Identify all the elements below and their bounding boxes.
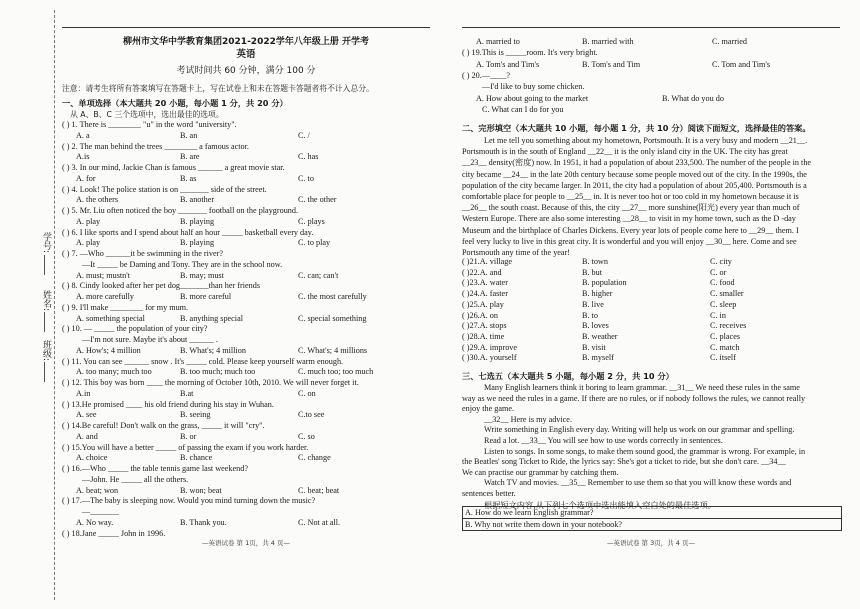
left_lines-option: A. the others [76,195,119,205]
left_lines-option: B. an [180,130,198,140]
right_top-question: ( ) 20.—____? [462,70,510,80]
right_top-option: B. What do you do [662,93,724,103]
left_lines-question: ( ) 10. — _____ the population of your city? [62,324,208,334]
left_lines-question: ( ) 8. Cindy looked after her pet dog_______than her friends [62,281,261,291]
left_lines-option: C. the other [298,195,337,205]
left_lines-question: ( ) 7. —Who ______it be swimming in the river? [62,249,223,258]
left_lines-question: —I'm not sure. Maybe it's about ______ . [82,335,218,344]
cloze-option: B. weather [582,331,618,341]
notice: 注意：请考生将所有答案填写在答题卡上，写在试卷上和未在答题卡答题者将不计入总分。 [62,84,374,93]
right_top-question: —I'd like to buy some chicken. [482,82,585,92]
cloze-option: ( )26.A. on [462,310,498,320]
section1-instruction: 从 A、B、C 三个选项中，选出最佳的选项。 [70,110,224,119]
left_lines-option: A.is [76,152,90,162]
right_top-option: C. Tom and Tim's [712,59,771,69]
left_lines-option: B. are [180,152,200,162]
left_lines-option: A. and [76,431,98,441]
left_lines-option: B. playing [180,216,215,226]
name-line [44,312,45,332]
left_lines-option: A. beat; won [76,485,119,495]
choice-b: B. Why not write them down in your notebook? [462,518,842,531]
cut-line [54,10,55,600]
left_lines-option: A. play [76,216,101,226]
exam-no-line [44,255,45,275]
left_lines-option: C. / [298,130,310,140]
left_lines-option: C. can; can't [298,270,339,280]
left_lines-option: B. anything special [180,313,243,323]
left_lines-option: C.to see [298,410,325,420]
class-line [44,362,45,382]
left_lines-option: B. another [180,195,215,205]
exam-title: 柳州市文华中学教育集团2021-2022学年八年级上册 开学考 [123,37,369,47]
left_lines-question: ( ) 13.He promised ____ his old friend during his stay in Wuhan. [62,399,274,409]
cloze-option: ( )25.A. play [462,299,504,309]
cloze-line: Museum and the birthplace of Charles Dickens. Every year lots of people come here to __29__ them. I [462,225,799,235]
cloze-option: C. receives [710,321,747,331]
left_lines-option: B. too much; much too [180,367,256,377]
cloze-line: Portsmouth any time of the year! [462,248,571,257]
left_lines-option: A. see [76,410,97,420]
exam-no-label: 学号: [41,232,51,254]
right_top-question: ( ) 19.This is _____room. It's very bright. [462,48,598,58]
cloze-line: __26__ the south coast. Because of this, the city __27__ more sunshine(阳光) every year than much of [462,203,800,213]
cloze-option: C. food [710,278,735,288]
left_lines-option: A. play [76,238,101,248]
left_lines-question: ( ) 5. Mr. Liu often noticed the boy _______ football on the playground. [62,206,299,215]
seven-five-line: Listen to songs. In some songs, to make them sound good, the grammar is wrong. For example, in [484,446,806,456]
cloze-option: C. in [710,310,726,320]
cloze-option: B. but [582,267,603,277]
left_lines-question: —It _____ be Daming and Tony. They are in the school now. [82,259,283,269]
cloze-option: ( )29.A. improve [462,342,518,352]
cloze-option: C. itself [710,353,736,363]
seven-five-line: We can practise our grammar by catching them. [462,467,619,477]
cloze-option: C. places [710,331,741,341]
left_lines-option: A. How's; 4 million [76,345,141,355]
seven-five-line: Read a lot. __33__ You will see how to use words correctly in sentences. [484,436,723,445]
name-label: 姓名: [41,290,51,312]
left_lines-option: C. plays [298,216,325,226]
seven-five-line: __32__ Here is my advice. [484,414,572,424]
cloze-option: C. sleep [710,299,737,309]
left_lines-question: ( ) 15.You will have a better _____ of passing the exam if you work harder. [62,442,309,452]
binding-margin [0,0,58,609]
cloze-option: ( )22.A. and [462,267,502,277]
cloze-line: Western Europe. There are also some interesting __28__ to visit in my home town, such as the D -day [462,214,796,224]
left_lines-option: C. special something [298,313,367,323]
left_lines-option: B. Thank you. [180,517,227,527]
footer-left: —英语试卷 第 1页，共 4 页— [201,539,291,547]
left_lines-option: C. much too; too much [298,367,374,377]
left_lines-option: A. too many; much too [76,367,152,377]
left_lines-option: C. has [298,152,319,162]
left_lines-question: ( ) 16.—Who _____ the table tennis game last weekend? [62,464,248,473]
left_lines-question: ( ) 12. This boy was born ____ the morning of October 10th, 2010. We will never forget it. [62,378,359,387]
top-rule [62,27,430,28]
cloze-option: ( )30.A. yourself [462,353,517,363]
left_lines-option: B. won; beat [180,485,222,495]
seven-five-line: way as we need the rules in a game. If there are no rules, or if nobody follows the rules, we cannot really [462,393,806,403]
seven-five-line: 根据短文内容,从下列七个选项中选出能填入空白处的最佳选项。 [484,499,716,510]
cloze-option: B. population [582,278,627,288]
cloze-option: B. visit [582,342,606,352]
choice-a: A. How do we learn English grammar? [462,506,842,519]
cloze-option: ( )27.A. stops [462,321,507,331]
right_top-option: B. married with [582,37,634,46]
left_lines-question: ( ) 11. You can see ______ snow . It's _____ cold. Please keep yourself warm enough. [62,356,344,366]
exam-subject: 英语 [236,49,256,60]
cloze-option: B. live [582,299,604,309]
cloze-option: ( )21.A. village [462,257,513,266]
left_lines-option: A. choice [76,453,108,463]
seven-five-line: sentences better. [462,489,516,498]
left_lines-option: C. change [298,453,331,463]
left_lines-option: B.at [180,388,194,398]
cloze-line: Portsmouth is in the south of England __22__ it is the only island city in the UK. The city has great [462,147,788,157]
cloze-option: B. loves [582,321,609,331]
left_lines-question: ( ) 17.—The baby is sleeping now. Would you mind turning down the music? [62,496,316,506]
left_lines-question: —John. He _____ all the others. [82,474,189,484]
left_lines-question: ( ) 3. In our mind, Jackie Chan is famous ______ a great movie star. [62,163,285,172]
left_lines-option: C. to play [298,238,331,248]
right_top-question: C. What can I do for you [482,104,564,114]
cloze-option: C. smaller [710,289,744,299]
right_top-option: B. Tom's and Tim [582,59,641,69]
left_lines-question: ( ) 9. I'll make ________ for my mum. [62,302,189,312]
left_lines-option: A. a [76,130,90,140]
cloze-option: B. to [582,310,598,320]
left_lines-option: C. What's; 4 millions [298,345,368,355]
left_lines-question: ( ) 14.Be careful! Don't walk on the grass, _____ it will "cry". [62,421,265,430]
right_top-option: A. How about going to the market [476,93,589,103]
left_lines-option: A.in [76,388,91,398]
seven-five-line: Many English learners think it boring to learn grammar. __31__ We need these rules in the same [484,383,800,392]
cloze-option: ( )23.A. water [462,278,508,288]
left_lines-option: A. something special [76,313,145,323]
right_top-option: C. married [712,37,748,46]
cloze-option: B. town [582,257,608,266]
cloze-option: B. myself [582,353,614,363]
cloze-option: C. city [710,257,732,266]
section2-title: 二、完形填空（本大题共 10 小题，每小题 1 分，共 10 分）阅读下面短文，选择最佳的答案。 [462,123,811,133]
cloze-line: population of the city became larger. In 2011, the city had a population of about 205,400. Portsmouth is a [462,180,807,190]
left_lines-option: C. to [298,173,314,183]
cloze-option: C. or [710,267,727,277]
left_lines-option: C. the most carefully [298,292,367,301]
seven-five-line: the Beatles' song Ticket to Ride, the lyrics say: She's got a ticket to ride, but she don't care. __34__ [462,457,786,467]
footer-right: —英语试卷 第 3页，共 4 页— [606,539,696,547]
left_lines-option: B. What's; 4 million [180,345,246,355]
cloze-option: B. higher [582,289,613,299]
left_lines-option: B. seeing [180,410,211,420]
left_lines-question: ( ) 18.Jane _____ John in 1996. [62,528,166,538]
cloze-line: city became __24__ in the late 20th century because some people moved out of the city. In the 1990s, the [462,169,807,179]
left_lines-question: ( ) 4. Look! The police station is on _______ side of the street. [62,184,267,194]
cloze-option: ( )28.A. time [462,331,505,341]
left_lines-option: B. as [180,173,197,183]
left_lines-option: B. chance [180,453,213,463]
right_top-option: A. Tom's and Tim's [476,59,540,69]
cloze-option: ( )24.A. faster [462,289,508,299]
left_lines-question: —_______ [82,507,119,516]
left_lines-option: B. more careful [180,292,232,301]
right_top-option: A. married to [476,37,520,46]
left_lines-option: A. for [76,173,96,183]
cloze-line: Let me tell you something about my hometown, Portsmouth. It is a very busy and modern __21__. [484,136,808,145]
left_lines-option: A. must; mustn't [76,270,131,280]
left_lines-question: ( ) 6. I like sports and I spend about half an hour _____ basketball every day. [62,227,314,237]
left_lines-question: ( ) 2. The man behind the trees ________ a famous actor. [62,141,249,151]
cloze-line: feel very lucky to live in this great city. It is wonderful and you will enjoy __30__ here. Come and see [462,236,797,246]
time-score: 考试时间共 60 分钟，满分 100 分 [176,66,316,76]
left_lines-option: C. on [298,388,316,398]
top-rule-right [462,27,840,28]
left_lines-option: C. beat; beat [298,485,340,495]
left_lines-option: A. No way. [76,517,114,527]
left_lines-option: C. so [298,431,315,441]
seven-five-line: enjoy the game. [462,404,515,414]
class-label: 班级: [41,340,51,362]
section3-title: 三、七选五（本大题共 5 小题，每小题 2 分，共 10 分） [462,371,674,381]
left_lines-option: B. playing [180,238,215,248]
left_lines-option: C. Not at all. [298,517,341,527]
left_lines-option: A. more carefully [76,292,134,301]
left_lines-question: ( ) 1. There is ________ "u" in the word "university". [62,120,237,129]
left_lines-option: B. may; must [180,270,224,280]
section1-title: 一、单项选择（本大题共 20 小题，每小题 1 分，共 20 分） [62,98,288,108]
cloze-line: comfortable place for people to __25__ in. It is never too hot or too cold in my hometown because it is [462,192,799,201]
seven-five-line: Write something in English every day. Writing will help us work on our grammar and spelling. [484,425,795,435]
seven-five-line: Watch TV and movies. __35__ Remember to use them so that you will know these words and [484,478,792,488]
left_lines-option: B. or [180,431,197,441]
cloze-option: C. match [710,342,740,352]
cloze-line: __23__ density(密度) now. In 1951, it had a population of about 233,500. The number of the people in the [462,158,812,168]
